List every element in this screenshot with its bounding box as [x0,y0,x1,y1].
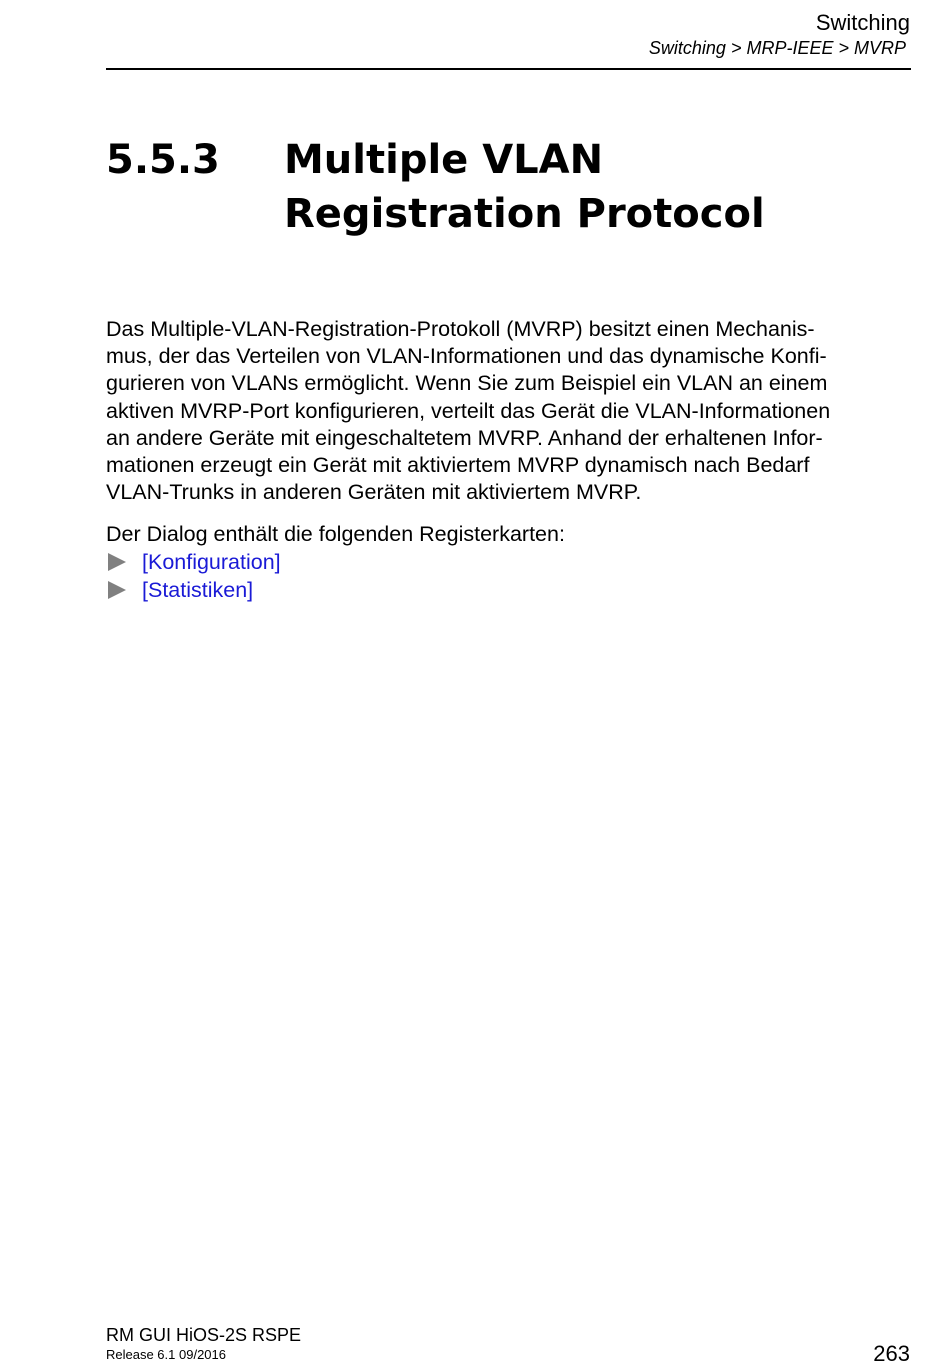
paragraph-line: gurieren von VLANs ermöglicht. Wenn Sie zum Beispiel ein VLAN an einem [106,371,828,396]
paragraph-line: VLAN-Trunks in anderen Geräten mit aktiviertem MVRP. [106,480,642,505]
paragraph-line: aktiven MVRP-Port konfigurieren, verteilt das Gerät die VLAN-Informationen [106,398,831,423]
description-paragraph [106,316,911,506]
paragraph-line: mus, der das Verteilen von VLAN-Informationen und das dynamische Konfi- [106,344,827,369]
chapter-title [284,133,904,241]
footer-release: Release 6.1 09/2016 [106,1347,226,1362]
footer-product: RM GUI HiOS-2S RSPE [106,1325,302,1345]
header-divider [106,68,911,70]
statistiken-link[interactable]: [Statistiken] [142,578,254,602]
list-item [106,576,281,604]
chapter-number: 5.5.3 [106,137,220,183]
chapter-title-line: Multiple VLAN [284,137,604,183]
konfiguration-link[interactable]: [Konfiguration] [142,550,281,574]
tab-list [106,548,281,604]
paragraph-line: mationen erzeugt ein Gerät mit aktiviertem MVRP dynamisch nach Bedarf [106,453,810,478]
tabs-intro: Der Dialog enthält die folgenden Registerkarten: [106,522,565,546]
arrow-right-icon [108,553,126,571]
breadcrumb: Switching > MRP-IEEE > MVRP [648,38,906,58]
paragraph-line: Das Multiple-VLAN-Registration-Protokoll (MVRP) besitzt einen Mechanis- [106,317,815,341]
list-item [106,548,281,576]
paragraph-line: an andere Geräte mit eingeschaltetem MVRP. Anhand der erhaltenen Infor- [106,425,823,450]
chapter-title-line: Registration Protocol [284,191,765,237]
page-number: 263 [873,1341,910,1366]
arrow-right-icon [108,581,126,599]
header-section-title: Switching [815,10,910,35]
